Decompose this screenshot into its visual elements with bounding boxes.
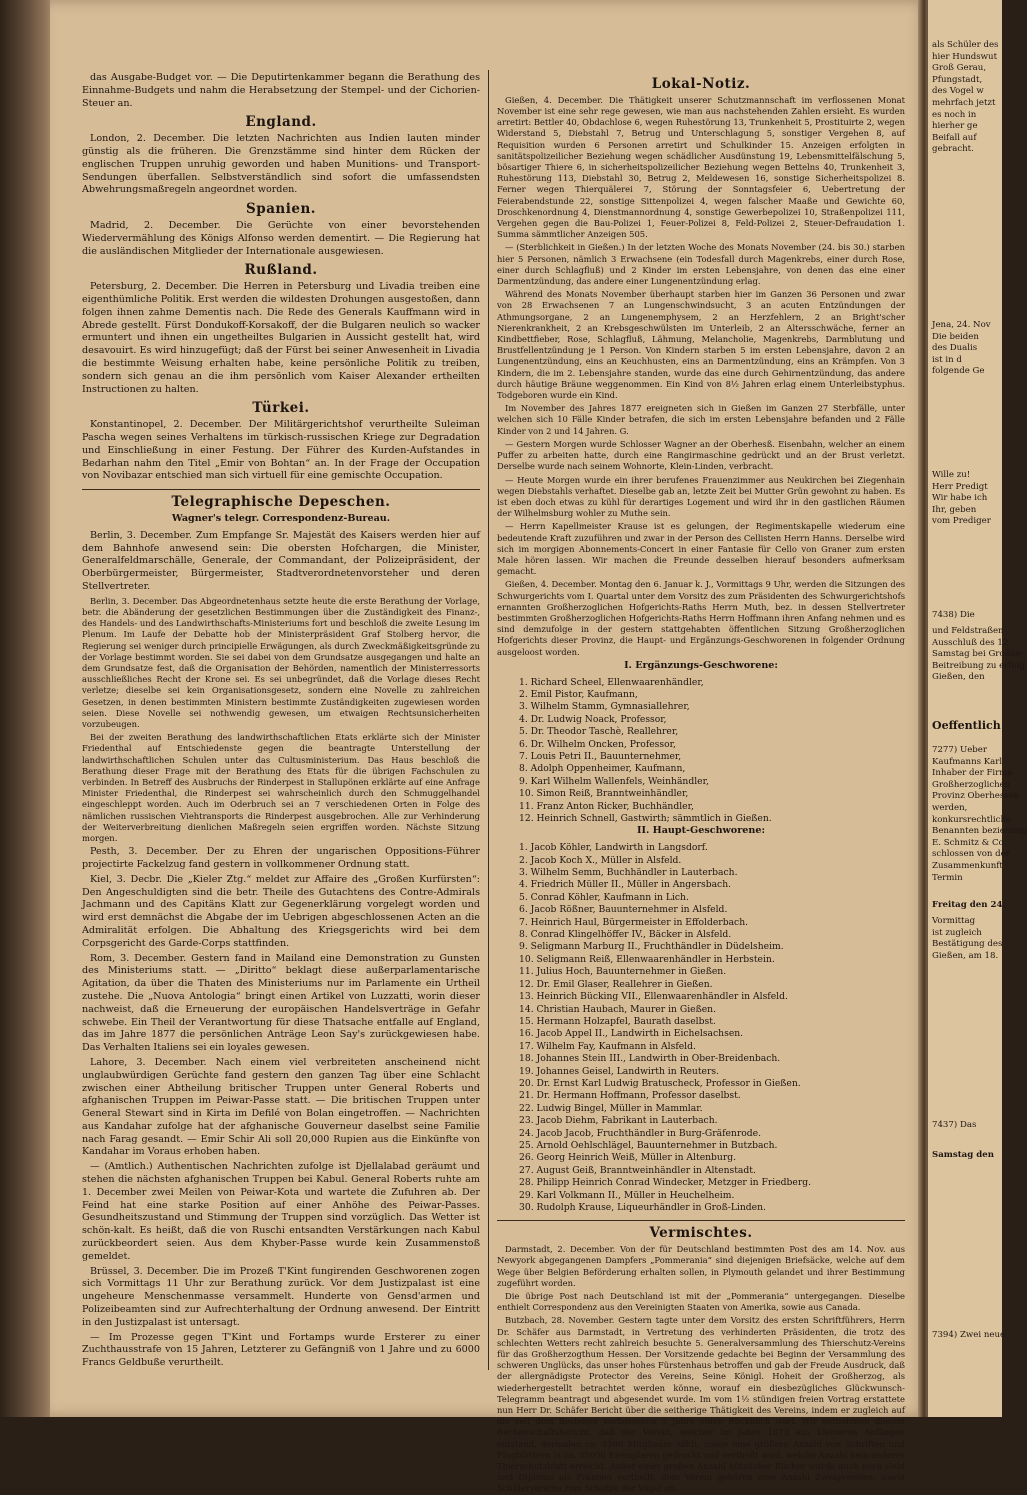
article-amtlich: — (Amtlich.) Authentischen Nachrichten zufolge ist Djellalabad geräumt und stehen die nächsten afghanischen Truppen bei Kabul. General Roberts ruhte am 1. December zwei Meilen von Peiwar-Kota und wartete die Zufuhren ab. Der Feind hat eine starke Position auf einer Anhöhe des Peiwar-Passes. Gesundheitszustand und Stimmung der Truppen sind vorzüglich. Das Wetter ist schön-kalt. Es heißt, daß die von Ruschi entsandten Verstärkungen nach Kabul zurückbeordert seien. Aus dem Khyber-Passe wurde kein Zusammenstoß gemeldet. <box>82 1161 480 1262</box>
juror-list-item: 10. Seligmann Reiß, Ellenwaarenhändler in Herbstein. <box>519 953 775 965</box>
article-petersburg: Petersburg, 2. December. Die Herren in Petersburg und Livadia treiben eine eigenthümliche Politik. Erst werden die wildesten Drohungen ausgestoßen, dann folgen ihnen zahme Dementis nach. Die Rede des Generals Kauffmann wird in Abrede gestellt. Fürst Dondukoff-Korsakoff, der die Bulgaren neulich so wacker ermuntert und ihnen ein ungetheiltes Bulgarien in Aussicht gestellt hat, wird desavouirt. Es wird hinzugefügt; daß der Fürst bei seiner Anwesenheit in Livadia die bestimmte Weisung erhalten habe, keine persönliche Politik zu treiben, sondern sich genau an die ihm persönlich vom Kaiser Alexander ertheilten Instructionen zu halten. <box>82 281 480 395</box>
juror-list-item: 6. Dr. Wilhelm Oncken, Professor, <box>519 738 676 750</box>
edge-line: Beifall auf <box>932 132 977 143</box>
edge-line: Gießen, den <box>932 672 985 683</box>
juror-list-item: 28. Philipp Heinrich Conrad Windecker, Metzger in Friedberg. <box>519 1177 812 1189</box>
edge-freitag: Freitag den 24. <box>932 900 1006 910</box>
juror-list-item: 5. Dr. Theodor Taschè, Reallehrer, <box>519 726 679 738</box>
juror-list-item: 30. Rudolph Krause, Liqueurhändler in Groß-Linden. <box>519 1202 766 1213</box>
heading-tuerkei: Türkei. <box>252 400 310 417</box>
edge-line: als Schüler des <box>932 40 999 50</box>
juror-list-item: 4. Dr. Ludwig Noack, Professor, <box>519 713 667 725</box>
adjacent-page-edge <box>926 0 1027 1417</box>
article-pesth: Pesth, 3. December. Der zu Ehren der ungarischen Oppositions-Führer projectirte Fackelzug fand gestern in vollkommener Ordnung statt. <box>82 846 480 870</box>
edge-line: Herr Predigt <box>932 481 988 492</box>
edge-line: Großherzoglichen <box>932 779 1011 790</box>
edge-column-jena <box>932 320 998 378</box>
juror-list-item: 14. Christian Haubach, Maurer in Gießen. <box>519 1003 716 1015</box>
edge-column-top <box>932 40 998 156</box>
juror-list-item: 11. Franz Anton Ricker, Buchhändler, <box>519 800 694 812</box>
article-kiel: Kiel, 3. Decbr. Die „Kieler Ztg.“ meldet zur Affaire des „Großen Kurfürsten“: Den Angeschuldigten sind die betr. Theile des Gutachtens des Contre-Admirals Jachmann und des Capitäns Klatt zur Gegenerklärung vorgelegt worden und wird erst demnächst die Abgabe der im Uebrigen abgeschlossenen Acten an die Admiralität erfolgen. Die Abhaltung des Kriegsgerichts wird bei dem Corpsgericht des Garde-Corps stattfinden. <box>82 873 480 949</box>
heading-telegraphische-depeschen: Telegraphische Depeschen. <box>171 494 391 511</box>
edge-line: Groß Gerau, <box>932 63 987 74</box>
article-butzbach: Butzbach, 28. November. Gestern tagte unter dem Vorsitz des ersten Schriftführers, Herrn Dr. Schäfer aus Darmstadt, in Vertretung des verhinderten Präsidenten, die trotz des schlechten Wetters recht zahlreich besuchte 5. Generalversammlung des Thierschutz-Vereins für das Großherzogthum Hessen. Der Vorsitzende gedachte bei Beginn der Versammlung des schweren Unglücks, das unser hohes Fürstenhaus betroffen und gab der Freude Ausdruck, daß der allergnädigste Protector des Vereins, Seine Königl. Hoheit der Großherzog, als wiederhergestellt betrachtet werden könne, worauf ein diesbezügliches Glückwunsch-Telegramm beantragt und abgesendet wurde. Im vom 1½ stündigen freien Vortrag erstattete nun Herr Dr. Schäfer Bericht über die seitherige Thätigkeit des Vereins, indem er zugleich auf die seit dem Bestehen verflossenen 5 Jahre einen Rückblick warf. Wir entnehmen diesem Rechenschaftsbericht, daß der Verein, welcher im Jahre 1873 aus kleineren Anfängen entstand, dermalen ca. 5200 Mitglieder zählt, sowie eine größere Anzahl von Schriften und Flugblättern in ca. 35000 Exemplaren gedruckt und vertheilt wird, welche Anzahl kein anderes Thierschutzblatt erreicht. Außer einer großen Anzahl nützlicher Bücher wurde auch noch Geld und Diplome als Prämien vertheilt; dem Verein gehören eine Anzahl Zweigvereine, sowie Schülervereine zum Schutze der Vögel an. <box>497 1315 905 1494</box>
juror-list-item: 9. Seligmann Marburg II., Fruchthändler in Düdelsheim. <box>519 941 784 953</box>
edge-notice-7394: 7394) Zwei neue <box>932 1330 1006 1340</box>
edge-line: des Vogel w <box>932 86 984 97</box>
edge-line: Beitreibung zu erfolg <box>932 660 1025 671</box>
edge-line: Ihr, geben <box>932 504 977 515</box>
right-column <box>497 72 905 1494</box>
juror-list-item: 23. Jacob Diehm, Fabrikant in Lauterbach. <box>519 1115 718 1127</box>
edge-heading-oeffentlich: Oeffentlich <box>932 719 1001 732</box>
juror-list-item: 9. Karl Wilhelm Wallenfels, Weinhändler, <box>519 775 709 787</box>
article-berlin-1: Berlin, 3. December. Zum Empfange Sr. Majestät des Kaisers werden hier auf dem Bahnhofe anwesend sein: Die obersten Hofchargen, die Minister, Generalfeldmarschälle, Generale, der Commandant, der Polizeipräsident, der Oberbürgermeister, Bürgermeister, Stadtverordnetenvorsteher und deren Stellvertreter. <box>82 529 480 592</box>
edge-line: folgende Ge <box>932 366 985 377</box>
edge-samstag: Samstag den <box>932 1150 994 1160</box>
juror-list-item: 1. Jacob Köhler, Landwirth in Langsdorf. <box>519 842 708 854</box>
juror-list-item: 20. Dr. Ernst Karl Ludwig Bratuscheck, Professor in Gießen. <box>519 1077 801 1089</box>
edge-notice-7438: 7438) Die <box>932 610 975 620</box>
juror-list-item: 10. Simon Reiß, Branntweinhändler, <box>519 788 689 800</box>
juror-list-item: 22. Ludwig Bingel, Müller in Mammlar. <box>519 1102 703 1114</box>
edge-line: Inhaber der Firma <box>932 768 1013 779</box>
edge-line: Termin <box>932 872 963 883</box>
heading-england: England. <box>245 114 317 131</box>
juror-list-item: 25. Arnold Oehlschlägel, Bauunternehmer in Butzbach. <box>519 1139 778 1151</box>
edge-line: Vormittag <box>932 916 976 926</box>
article-giessen-police: Gießen, 4. December. Die Thätigkeit unserer Schutzmannschaft im verflossenen Monat November ist eine sehr rege gewesen, wie man aus nachstehenden Zahlen ersieht. Es wurden arretirt: Bettler 40, Obdachlose 6, wegen Ruhestörung 13, Trunkenheit 5, Prostituirte 2, wegen Widerstand 5, Diebstahl 7, Betrug und Unterschlagung 5, sonstiger Vergehen 8, auf Requisition wurden 6 Personen arretirt und Schulkinder 15. Anzeigen erfolgten in sanitätspolizeilicher Beziehung wegen schädlicher Ausdünstung 19, Lebensmittelfälschung 5, bösartiger Thiere 6, in sicherheitspolizeilicher Beziehung wegen Bettelns 40, Trunkenheit 3, Ruhestörung 113, Diebstahl 30, Betrug 2, Meldewesen 16, sonstige Sicherheitspolizei 8. Ferner wegen Thierquälerei 7, Störung der Sonntagsfeier 6, Uebertretung der Feierabendstunde 22, sonstige Sittenpolizei 4, wegen falscher Maaße und Gewichte 60, Droschkenordnung 4, Dienstmannordnung 4, sonstige Gewerbepolizei 10, Straßenpolizei 111, Vergehen gegen die Bau-Polizei 1, Feuer-Polizei 8, Feld-Polizei 2, Steuer-Defraudation 1. Summa sämmtlicher Anzeigen 505. <box>497 94 905 240</box>
heading-spanien: Spanien. <box>246 201 316 218</box>
edge-line: schlossen von der <box>932 849 1010 860</box>
edge-line: Zusammenkunft <box>932 860 1003 871</box>
juror-list-item: 21. Dr. Hermann Hoffmann, Professor daselbst. <box>519 1090 741 1102</box>
edge-column-mid <box>932 470 998 528</box>
list-ergaenzungs-geschworene <box>519 677 905 826</box>
edge-line: hierher ge <box>932 121 978 132</box>
article-london: London, 2. December. Die letzten Nachrichten aus Indien lauten minder günstig als die früheren. Die Grenzstämme sind hinter dem Rücken der englischen Truppen unruhig geworden und haben Munitions- und Transport-Sendungen überfallen. Selbstverständlich sind sofort die umfassendsten Abwehrungsmaßregeln angeordnet worden. <box>82 133 480 196</box>
edge-line: konkursrechtliche <box>932 814 1012 825</box>
juror-list-item: 26. Georg Heinrich Weiß, Müller in Altenburg. <box>519 1152 737 1164</box>
juror-list-item: 3. Wilhelm Semm, Buchhändler in Lauterbach. <box>519 867 738 879</box>
heading-vermischtes: Vermischtes. <box>649 1225 753 1242</box>
edge-line: des Dualis <box>932 343 978 354</box>
heading-lokal-notiz: Lokal-Notiz. <box>651 76 751 92</box>
edge-line: Samstag bei Großhe <box>932 649 1021 660</box>
juror-list-item: 7. Heinrich Haul, Bürgermeister in Effolderbach. <box>519 916 749 928</box>
juror-list-item: 8. Conrad Klingelhöffer IV., Bäcker in Alsfeld. <box>519 929 732 941</box>
edge-line: Bestätigung des <box>932 939 1003 950</box>
article-bruessel: Brüssel, 3. December. Die im Prozeß T'Kint fungirenden Geschworenen zogen sich Vormittags 11 Uhr zur Berathung zurück. Vor dem Justizpalast ist eine ungeheure Menschenmasse versammelt. Hunderte von Gensd'armen und Polizeibeamten sind zur Aufrechterhaltung der Ordnung anwesend. Der Eintritt in den Justizpalast ist untersagt. <box>82 1265 480 1328</box>
article-november-1877: Im November des Jahres 1877 ereigneten sich in Gießen im Ganzen 27 Sterbfälle, unter welchen sich 10 Fälle Kinder betrafen, die sich im ersten Lebensjahre befanden und 2 Fälle Kinder von 2 und 14 Jahren. G. <box>497 403 905 436</box>
edge-line: hier Hundswut <box>932 51 998 62</box>
article-berlin-2: Berlin, 3. December. Das Abgeordnetenhaus setzte heute die erste Berathung der Vorlage, betr. die Abänderung der gesetzlichen Bestimmungen über die Zuständigkeit des Finanz-, des Handels- und des Landwirthschafts-Ministeriums fort und beschloß die zweite Lesung im Plenum. Im Laufe der Debatte hob der Ministerpräsident Graf Stolberg hervor, die Regierung sei weniger durch principielle Erwägungen, als durch Zweckmäßigkeitsgründe zu der Vorlage bestimmt worden. Sie sei dabei von dem Grundsatze ausgegangen und halte an dem Grundsatze fest, daß die Organisation der Behörden, namentlich der Ministerressorts ausschließliches Recht der Krone sei. Es sei unbegründet, daß die Vorlage dieses Recht verletze; dieselbe sei kein Organisationsgesetz, sondern eine Novelle zu zahlreichen Gesetzen, in denen bestimmten Ministern bestimmte Zuständigkeiten zugewiesen worden seien. Diese Novelle sei nothwendig gewesen, um etwaigen Rechtsunsicherheiten vorzubeugen. <box>82 595 480 729</box>
edge-line: Pfungstadt, <box>932 74 983 85</box>
juror-list-item: 5. Conrad Köhler, Kaufmann in Lich. <box>519 891 689 903</box>
juror-list-item: 6. Jacob Rößner, Bauunternehmer in Alsfeld. <box>519 904 728 916</box>
juror-list-item: 1. Richard Scheel, Ellenwaarenhändler, <box>519 676 704 688</box>
juror-list-item: 11. Julius Hoch, Bauunternehmer in Gießen. <box>519 966 727 978</box>
juror-list-item: 15. Hermann Holzapfel, Baurath daselbst. <box>519 1015 716 1027</box>
juror-list-item: 12. Heinrich Schnell, Gastwirth; sämmtlich in Gießen. <box>519 813 772 825</box>
juror-list-item: 2. Emil Pistor, Kaufmann, <box>519 688 638 700</box>
article-schlosser: — Gestern Morgen wurde Schlosser Wagner an der Oberhesß. Eisenbahn, welcher an einem Puffer zu arbeiten hatte, durch eine Rangirmaschine gedrückt und an der Brust verletzt. Derselbe wurde nach seinem Wohnorte, Klein-Linden, verbracht. <box>497 438 905 472</box>
edge-line: Die beiden <box>932 331 979 342</box>
divider <box>497 1220 905 1221</box>
edge-line: vom Prediger <box>932 516 991 527</box>
subheading-bureau: Wagner's telegr. Correspondenz-Bureau. <box>171 512 391 524</box>
article-post: Die übrige Post nach Deutschland ist mit der „Pommerania“ untergegangen. Dieselbe enthielt Correspondenz aus den Vereinigten Staaten von Amerika, sowie aus Canada. <box>497 1291 905 1313</box>
juror-list-item: 16. Jacob Appel II., Landwirth in Eichelsachsen. <box>519 1028 744 1040</box>
juror-list-item: 12. Dr. Emil Glaser, Reallehrer in Gießen. <box>519 978 713 990</box>
column-rule <box>488 70 489 1370</box>
edge-line: 7277) Ueber <box>932 745 987 755</box>
edge-line: Wille zu! <box>932 470 971 480</box>
heading-haupt-geschworene: II. Haupt-Geschworene: <box>637 825 765 837</box>
edge-line: es noch in <box>932 109 977 120</box>
article-prozess: — Im Prozesse gegen T'Kint und Fortamps wurde Ersterer zu einer Zuchthausstrafe von 15 Jahren, Letzterer zu Gefängniß von 1 Jahre und zu 6000 Francs Geldbuße verurtheilt. <box>82 1331 480 1369</box>
edge-column-oeff <box>932 745 1027 884</box>
intro-text: das Ausgabe-Budget vor. — Die Deputirtenkammer begann die Berathung des Einnahme-Budgets und nahm die Herabsetzung der Stempel- und der Cichorien-Steuer an. <box>82 72 480 109</box>
juror-list-item: 24. Jacob Jacob, Fruchthändler in Burg-Gräfenrode. <box>519 1127 761 1139</box>
edge-line: Provinz Oberhessen <box>932 791 1020 802</box>
juror-list-item: 27. August Geiß, Branntweinhändler in Altenstadt. <box>519 1164 756 1176</box>
juror-list-item: 7. Louis Petri II., Bauunternehmer, <box>519 750 682 762</box>
edge-column-freitag <box>932 916 1003 962</box>
juror-list-item: 18. Johannes Stein III., Landwirth in Ober-Breidenbach. <box>519 1053 781 1065</box>
juror-list-item: 29. Karl Volkmann II., Müller in Heuchelheim. <box>519 1189 735 1201</box>
juror-list-item: 17. Wilhelm Fay, Kaufmann in Alsfeld. <box>519 1040 696 1052</box>
article-madrid: Madrid, 2. December. Die Gerüchte von einer bevorstehenden Wiedervermählung des Königs Alfonso werden dementirt. — Die Regierung hat die ausländischen Mitglieder der Internationale ausgewiesen. <box>82 219 480 257</box>
juror-list-item: 8. Adolph Oppenheimer, Kaufmann, <box>519 763 686 775</box>
edge-notice-7437: 7437) Das <box>932 1120 977 1130</box>
article-rom: Rom, 3. December. Gestern fand in Mailand eine Demonstration zu Gunsten des Ministeriums statt. — „Diritto“ beklagt diese außerparlamentarische Agitation, da über die Thaten des Ministeriums nur im Parlamente ein Urtheil zustehe. Die „Nuova Antologia“ bringt einen Artikel von Luzzatti, worin dieser nachweist, daß die Erneuerung der europäischen Handelsverträge in Gefahr schwebe. Ein Theil der Verantwortung für diese Thatsache entfalle auf England, das im Jahre 1877 die persönlichen Anträge Leon Say's zurückgewiesen habe. Das Verhalten Italiens sei ein loyales gewesen. <box>82 952 480 1054</box>
edge-line: mehrfach jetzt <box>932 97 996 108</box>
edge-line: gebracht. <box>932 144 974 155</box>
article-kapellmeister: — Herrn Kapellmeister Krause ist es gelungen, der Regimentskapelle wiederum eine bedeutende Kraft zuzuführen und zwar in der Person des Cellisten Herrn Hanns. Derselbe wird sich im morgigen Abonnements-Concert in einer Fantasie für Cello von Graner zum ersten Male hören lassen. Wir machen die Freunde desselben hierauf besonders aufmerksam gemacht. <box>497 521 905 577</box>
edge-line: ist in d <box>932 354 962 365</box>
article-frauenzimmer: — Heute Morgen wurde ein ihrer berufenes Frauenzimmer aus Neukirchen bei Ziegenhain wegen Diebstahls verhaftet. Dieselbe gab an, letzte Zeit bei Mutter Grün gewohnt zu haben. Es ist eben doch etwas zu kühl für derartiges Logement und wird ihr in den gastlichen Räumen der Wilhelmsburg wohler zu Muthe sein. <box>497 474 905 519</box>
juror-list-item: 4. Friedrich Müller II., Müller in Angersbach. <box>519 879 732 891</box>
edge-line: Jena, 24. Nov <box>932 320 991 330</box>
juror-list-item: 2. Jacob Koch X., Müller in Alsfeld. <box>519 854 682 866</box>
edge-line: und Feldstraßen <box>932 626 1004 636</box>
article-lahore: Lahore, 3. December. Nach einem viel verbreiteten anscheinend nicht unglaubwürdigen Gerüchte fand gestern den ganzen Tag über eine Schlacht zwischen einer Abtheilung britischer Truppen unter General Roberts und afghanischen Truppen im Peiwar-Passe statt. — Die britischen Truppen unter General Stewart sind in Kirta im Defilé von Bolan eingetroffen. — Nachrichten aus Kandahar zufolge hat der afghanische Gouverneur daselbst seine Familie nach Farag gesandt. — Emir Schir Ali soll 20,000 Rupien aus die Einkünfte von Kandahar im Voraus erhoben haben. <box>82 1056 480 1158</box>
article-berlin-3: Bei der zweiten Berathung des landwirthschaftlichen Etats erklärte sich der Minister Friedenthal auf Entschiedenste gegen die beantragte Unterstellung der landwirthschaftlichen Schulen unter das Cultusministerium. Das Haus beschloß die Berathung dieser Frage mit der Berathung des Etats für die übrigen Fachschulen zu verbinden. In Betreff des Ausbruchs der Rinderpest in Stallupönen erklärte auf eine Anfrage Minister Friedenthal, die Rinderpest sei wahrscheinlich durch den Schmuggelhandel eingeschleppt worden. Auch im Oderbruch sei an 7 verschiedenen Orten in Folge des nämlichen russischen Viehtransports die Rinderpest ausgebrochen. Alle zur Verhinderung der Weiterverbreitung dienlichen Maßregeln seien ergriffen worden. Nächste Sitzung morgen. <box>82 732 480 843</box>
edge-line: Kaufmanns Karl <box>932 756 1003 767</box>
left-column <box>82 72 480 1367</box>
divider <box>82 489 480 490</box>
article-monat-november: Während des Monats November überhaupt starben hier im Ganzen 36 Personen und zwar von 28 Erwachsenen 7 an Lungenschwindsucht, 3 an acuten Entzündungen der Athmungsorgane, 2 an Lungenemphysem, 2 an Herzfehlern, 2 an Bright'scher Nierenkrankheit, 2 an Krebsgeschwülsten im Unterleib, 2 an Altersschwäche, ferner an Kindbettfieber, Rose, Schlagfluß, Lähmung, Melancholie, Magenkrebs, Darmblutung und Brustfellentzündung je 1 Person. Von Kindern starben 5 im ersten Lebensjahre, davon 2 an Lungenentzündung, eins an Keuchhusten, eins an Darmentzündung, eins an Krämpfen. Von 3 Kindern, die im 2. Lebensjahre standen, wurde das eine durch Gehirnentzündung, das andere durch häutige Bräune weggenommen. Ein Kind von 8½ Jahren erlag einem Unterleibstyphus. Todgeboren wurde ein Kind. <box>497 289 905 401</box>
article-schwurgericht: Gießen, 4. December. Montag den 6. Januar k. J., Vormittags 9 Uhr, werden die Sitzungen des Schwurgerichts vom I. Quartal unter dem Vorsitz des zum Präsidenten des Schwurgerichtshofs ernannten Großherzoglichen Hofgerichts-Raths Herrn Muth, bez. in dessen Stellvertreter bestimmten Großherzoglichen Hofgerichts-Raths Herrn Hoffmann ihren Anfang nehmen und es sind demzufolge in der gestern stattgehabten öffentlichen Sitzung Großherzoglichen Hofgerichts dieser Provinz, die Haupt- und Ergänzungs-Geschworenen in folgender Ordnung ausgeloost worden. <box>497 579 905 657</box>
edge-line: Gießen, am 18. <box>932 950 999 961</box>
list-haupt-geschworene <box>519 842 905 1214</box>
edge-line: Benannten beziehung <box>932 826 1027 837</box>
juror-list-item: 19. Johannes Geisel, Landwirth in Reuters. <box>519 1065 719 1077</box>
juror-list-item: 13. Heinrich Bücking VII., Ellenwaarenhändler in Alsfeld. <box>519 991 788 1003</box>
article-konstantinopel: Konstantinopel, 2. December. Der Militärgerichtshof verurtheilte Suleiman Pascha wegen seines Verhaltens im türkisch-russischen Kriege zur Degradation und Einschließung in einer Festung. Der Führer des Kurden-Aufstandes in Bedarhan nahm den Titel „Emir von Bohtan“ an. In der Frage der Occupation von Novibazar entschied man sich virtuell für eine gemischte Occupation. <box>82 419 480 482</box>
article-sterblichkeit: — (Sterblichkeit in Gießen.) In der letzten Woche des Monats November (24. bis 30.) starben hier 5 Personen, nämlich 3 Erwachsene (ein Todesfall durch Magenkrebs, einer durch Rose, einer durch Schlagfluß) und 2 Kinder im ersten Lebensjahre, von denen das eine einer Darmentzündung, das andere einer Lungenentzündung erlag. <box>497 242 905 287</box>
edge-line: Ausschluß des 12. <box>932 637 1012 648</box>
edge-line: E. Schmitz & Co. <box>932 837 1007 848</box>
edge-line: Wir habe ich <box>932 493 988 504</box>
article-darmstadt: Darmstadt, 2. December. Von der für Deutschland bestimmten Post des am 14. Nov. aus Newyork abgegangenen Dampfers „Pommerania“ sind diejenigen Briefsäcke, welche auf dem Wege über Belgien Beförderung erhalten sollen, in Plymouth gelandet und ihrer Bestimmung zugeführt worden. <box>497 1244 905 1288</box>
edge-line: ist zugleich <box>932 927 982 938</box>
heading-ergaenzungs-geschworene: I. Ergänzungs-Geschworene: <box>624 659 778 671</box>
edge-column-feld <box>932 626 1025 684</box>
juror-list-item: 3. Wilhelm Stamm, Gymnasiallehrer, <box>519 701 690 713</box>
edge-line: werden, <box>932 802 968 813</box>
heading-russland: Rußland. <box>244 262 318 279</box>
